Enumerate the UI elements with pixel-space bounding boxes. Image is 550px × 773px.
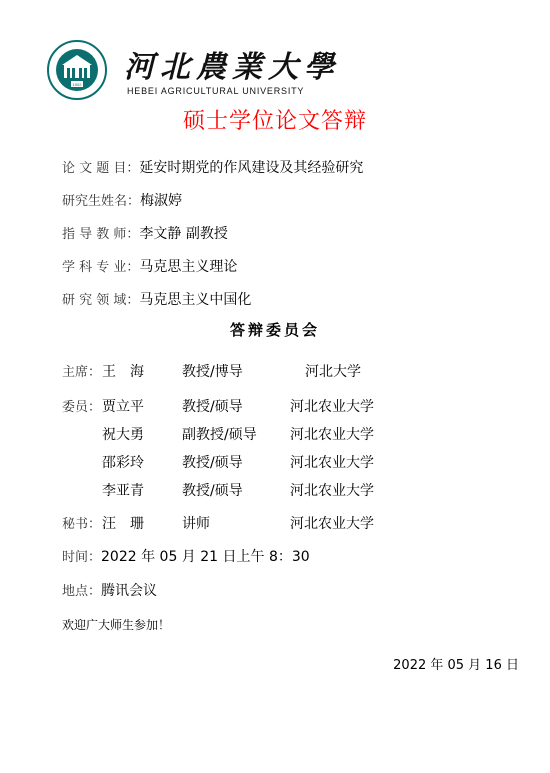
notice-date: 2022 年 05 月 16 日 [393,658,519,673]
field-thesis-title [62,157,363,177]
field-value: 马克思主义中国化 [139,292,252,308]
member-name: 祝大勇 [102,427,144,443]
member-title: 教授/硕导 [182,483,243,499]
field-advisor [62,223,228,243]
committee-member-row [62,396,502,416]
university-name-en: HEBEI AGRICULTURAL UNIVERSITY [127,86,305,96]
university-seal-logo [47,40,107,100]
field-label: 研 究 领 域： [62,293,140,308]
university-name-cn: 河北農業大學 [124,50,340,85]
member-name: 李亚青 [102,483,144,499]
member-name: 邵彩玲 [102,455,144,471]
member-name: 贾立平 [102,399,144,415]
committee-member-row [62,452,502,472]
member-title: 教授/硕导 [182,399,243,415]
document-title: 硕士学位论文答辩 [182,109,367,134]
time-label: 时间： [62,550,102,565]
member-role: 委员： [62,400,102,415]
field-label: 论 文 题 目： [62,161,140,176]
place-value: 腾讯会议 [101,583,158,599]
member-unit: 河北农业大学 [290,483,374,499]
member-title: 副教授/硕导 [182,427,257,443]
field-value: 马克思主义理论 [139,259,238,275]
field-value: 李文静 副教授 [139,226,228,242]
field-label: 指 导 教 师： [62,227,140,242]
place-label: 地点： [62,584,102,599]
member-unit: 河北农业大学 [290,427,374,443]
member-title: 教授/硕导 [182,455,243,471]
field-label: 学 科 专 业： [62,260,140,275]
field-label: 研究生姓名： [62,194,141,209]
committee-member-row [62,361,502,381]
svg-text:1902: 1902 [72,82,82,87]
member-role: 主席： [62,365,102,380]
member-name: 汪 珊 [102,516,144,532]
field-research-area [62,289,251,309]
field-value: 延安时期党的作风建设及其经验研究 [139,160,364,176]
member-unit: 河北大学 [305,364,361,380]
member-title: 讲师 [182,516,210,532]
member-role: 秘书： [62,517,102,532]
time-value: 2022 年 05 月 21 日上午 8：30 [101,549,310,565]
member-unit: 河北农业大学 [290,399,374,415]
defense-place [62,580,157,600]
member-name: 王 海 [102,364,144,380]
field-value: 梅淑婷 [140,193,183,209]
field-major [62,256,237,276]
committee-member-row [62,513,502,533]
committee-member-row [62,424,502,444]
member-unit: 河北农业大学 [290,516,374,532]
defense-time [62,546,310,566]
member-title: 教授/博导 [182,364,243,380]
committee-heading: 答辩委员会 [229,321,320,339]
welcome-note: 欢迎广大师生参加！ [62,618,171,632]
member-unit: 河北农业大学 [290,455,374,471]
field-student-name [62,190,182,210]
committee-member-row [62,480,502,500]
